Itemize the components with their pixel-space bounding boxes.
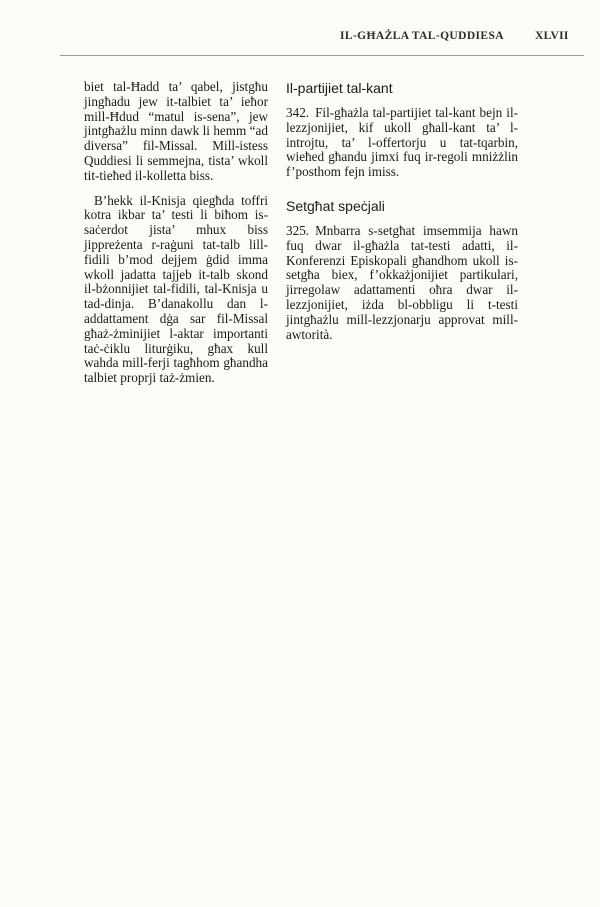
paragraph-body: B’hekk il-Knisja qiegħda toffri kotra ikbar ta’ testi li biħom is-saċerdot jista’ mhux biss jippreżenta r-raġuni tat-talb lill-fidili b’mod dejjem ġdid imma wkoll jadatta tajjeb it-talb skond il-bżonnijiet tal-fidili, tal-Knisja u tad-dinja. B’danakollu dan l-addattament dġa sar fil-Missal għaż-żminijiet l-aktar importanti taċ-ċiklu liturġiku, għax kull wahda mill-ferji tagħhom għandha talbiet proprji taż-żmien. (84, 192, 268, 386)
header-rule (60, 55, 584, 56)
left-text-column (84, 80, 268, 396)
numbered-paragraph (286, 224, 518, 342)
section-spacer (286, 190, 518, 198)
right-text-column (286, 80, 518, 352)
paragraph-continuation: biet tal-Ħadd ta’ qabel, jistgħu jingħadu jew it-talbiet ta’ ieħor mill-Ħdud “matul is-sena”, jew jintgħażlu minn dawk li hemm “ad diversa” fil-Missal. Mill-istess Quddiesi li semmejna, tista’ wkoll tit-tieħed il-kolletta biss. (84, 79, 268, 183)
section-heading: Il-partijiet tal-kant (286, 80, 393, 96)
page-number: XLVII (535, 30, 569, 42)
numbered-paragraph (286, 106, 518, 180)
section-heading: Setgħat speċjali (286, 197, 385, 214)
running-header-title: IL-GĦAŻLA TAL-QUDDIESA (340, 30, 504, 42)
paragraph-number: 325. (286, 222, 310, 238)
paragraph-number: 342. (286, 105, 310, 120)
paragraph-text: Fil-għażla tal-partijiet tal-kant bejn il-lezzjonijiet, kif ukoll għall-kant ta’ l-introjtu, ta’ l-offertorju u tat-tqarbin, wieħed għandu jimxi fuq ir-regoli mniżżlin f’posthom fejn imiss. (286, 105, 518, 180)
section-special-powers (286, 198, 518, 342)
paragraph-text: Mnbarra s-setgħat imsemmija hawn fuq dwar il-għażla tat-testi adatti, il-Konferenzi Episkopali għandhom ukoll is-setgħa biex, f’okkażjonijiet partikulari, jirregolaw adattamenti oħra dwar il-lezzjonijiet, iżda bl-obbligu li t-testi jintgħażlu mill-lezzjonarju approvat mill-awtorità. (286, 222, 518, 342)
section-chant-parts (286, 80, 518, 180)
